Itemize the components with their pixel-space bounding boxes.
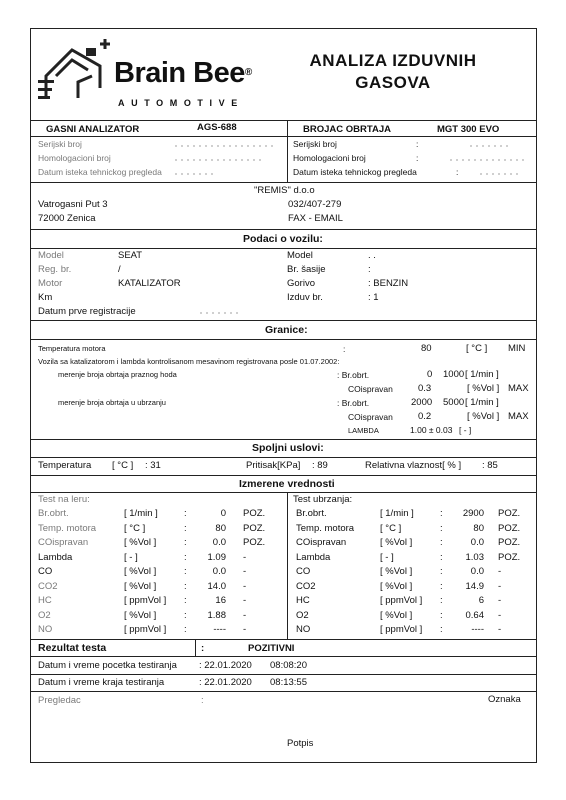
page-title: ANALIZA IZDUVNIH GASOVA	[309, 51, 477, 92]
idle-row-unit: [ ppmVol ]	[124, 624, 167, 635]
limit-fast-label: merenje broja obrtaja u ubrzanju	[58, 398, 166, 407]
idle-row-status: -	[243, 609, 247, 621]
idle-row-name: Br.obrt.	[38, 508, 69, 519]
rpm-counter-label: BROJAC OBRTAJA	[303, 124, 391, 135]
limit-fast-co-unit: [ %Vol ]	[467, 411, 500, 422]
colon: :	[184, 537, 187, 548]
fast-row-status: POZ.	[498, 508, 521, 519]
colon: :	[184, 551, 187, 563]
idle-row-unit: [ %Vol ]	[124, 609, 157, 621]
idle-row-status: -	[243, 580, 247, 592]
idle-row-unit: [ %Vol ]	[124, 537, 157, 548]
limits-header: Granice:	[265, 324, 308, 336]
idle-row-value: 0	[220, 508, 226, 519]
fast-row-name: CO	[296, 566, 311, 577]
fast-row-value: 2900	[462, 508, 484, 519]
colon: :	[184, 624, 187, 635]
vehicle-right-label: Br. šasije	[287, 264, 326, 275]
colon: :	[201, 643, 205, 654]
colon: :	[184, 580, 187, 592]
idle-row-name: Lambda	[38, 551, 73, 563]
fast-row-value: ----	[471, 624, 484, 635]
mark-label: Oznaka	[488, 694, 521, 705]
fast-row-name: Br.obrt.	[296, 508, 327, 519]
idle-row-name: Temp. motora	[38, 522, 97, 534]
idle-row-name: COispravan	[38, 537, 89, 548]
inspector-label: Pregledac	[38, 695, 81, 706]
start-date: : 22.01.2020	[199, 660, 252, 671]
idle-row-unit: [ %Vol ]	[124, 566, 157, 577]
vehicle-left-value: /	[118, 264, 121, 275]
vehicle-left-value: KATALIZATOR	[118, 278, 181, 289]
colon: :	[440, 537, 443, 548]
idle-row-value: 0.0	[212, 537, 226, 548]
end-time-label: Datum i vreme kraja testiranja	[38, 677, 165, 688]
fast-row-name: O2	[296, 609, 309, 621]
limit-idle-co-value: 0.3	[418, 383, 432, 394]
fast-row-status: POZ.	[498, 522, 521, 534]
fast-row-status: -	[498, 609, 502, 621]
idle-row-status: POZ.	[243, 522, 266, 534]
idle-row-status: -	[243, 566, 247, 577]
rpm-homolog-label: Homologacioni broj	[293, 153, 366, 163]
idle-row-unit: [ ppmVol ]	[124, 595, 167, 606]
idle-row-value: 1.88	[207, 609, 226, 621]
fast-row-status: -	[498, 595, 502, 606]
fast-row-name: Lambda	[296, 551, 331, 563]
external-temp-label: Temperatura	[38, 460, 92, 471]
fast-row-unit: [ %Vol ]	[380, 580, 413, 592]
colon: :	[440, 566, 443, 577]
rpm-counter-model: MGT 300 EVO	[437, 124, 500, 135]
colon: :	[456, 167, 459, 177]
external-humidity-label: Relativna vlaznost[ % ]	[365, 460, 462, 471]
limit-intro: Vozila sa katalizatorom i lambda kontrolisanom mesavinom registrovana posle 01.07.2002:	[38, 357, 340, 366]
idle-row-name: CO2	[38, 580, 58, 592]
analyzer-homolog-label: Homologacioni broj	[38, 153, 111, 163]
colon: :	[440, 508, 443, 519]
company-name: "REMIS" d.o.o	[254, 185, 315, 196]
colon: :	[416, 139, 419, 149]
limit-engine-temp-suffix: MIN	[508, 343, 526, 354]
colon: :	[416, 153, 419, 163]
analyzer-label: GASNI ANALIZATOR	[46, 124, 140, 135]
start-time-label: Datum i vreme pocetka testiranja	[38, 660, 177, 671]
vehicle-right-value: : BENZIN	[368, 278, 409, 289]
end-date: : 22.01.2020	[199, 677, 252, 688]
vehicle-header: Podaci o vozilu:	[243, 233, 323, 245]
idle-row-name: HC	[38, 595, 52, 606]
idle-row-value: 0.0	[212, 566, 226, 577]
fast-row-unit: [ ppmVol ]	[380, 595, 423, 606]
colon: :	[201, 695, 204, 706]
rpm-calib-label: Datum isteka tehnickog pregleda	[293, 167, 417, 177]
limit-lambda-label: LAMBDA	[348, 426, 379, 435]
vehicle-left-value: SEAT	[118, 250, 143, 261]
limit-idle-rpm-unit: [ 1/min ]	[465, 369, 499, 380]
fast-row-unit: [ %Vol ]	[380, 566, 413, 577]
fast-row-status: POZ.	[498, 537, 521, 548]
idle-row-status: -	[243, 595, 247, 606]
company-phone: 032/407-279	[288, 199, 342, 210]
limit-lambda-value: 1.00 ± 0.03	[410, 425, 453, 435]
limit-idle-co-suffix: MAX	[508, 383, 529, 394]
rpm-serial-label: Serijski broj	[293, 139, 337, 149]
idle-row-value: 16	[215, 595, 226, 606]
fast-row-value: 0.0	[470, 566, 484, 577]
first-registration-label: Datum prve registracije	[38, 306, 136, 317]
vehicle-left-label: Km	[38, 292, 53, 303]
colon: :	[440, 580, 443, 592]
fast-row-value: 80	[473, 522, 484, 534]
colon: :	[440, 609, 443, 621]
measured-header: Izmerene vrednosti	[239, 478, 335, 490]
limit-fast-rpm-min: 2000	[411, 397, 433, 408]
colon: :	[184, 595, 187, 606]
start-time: 08:08:20	[270, 660, 307, 671]
fast-row-status: -	[498, 580, 502, 592]
idle-row-status: POZ.	[243, 537, 266, 548]
limit-engine-temp-value: 80	[421, 343, 432, 354]
idle-row-name: CO	[38, 566, 53, 577]
fast-row-name: CO2	[296, 580, 316, 592]
idle-row-value: 14.0	[207, 580, 226, 592]
vehicle-right-value: . .	[368, 250, 376, 261]
fast-row-name: HC	[296, 595, 310, 606]
idle-row-value: 80	[215, 522, 226, 534]
fast-row-value: 14.9	[465, 580, 484, 592]
vehicle-left-label: Reg. br.	[38, 264, 72, 275]
limit-engine-temp-unit: [ °C ]	[466, 343, 488, 354]
fast-row-unit: [ %Vol ]	[380, 609, 413, 621]
limit-idle-rpm-max: 1000	[443, 369, 465, 380]
fast-row-name: NO	[296, 624, 311, 635]
fast-row-unit: [ °C ]	[380, 522, 402, 534]
signature-label: Potpis	[287, 738, 314, 749]
colon: :	[440, 551, 443, 563]
analyzer-model: AGS-688	[197, 122, 237, 133]
colon: :	[440, 595, 443, 606]
limit-idle-rpm-label: : Br.obrt.	[337, 370, 370, 380]
fast-row-status: POZ.	[498, 551, 521, 563]
vehicle-right-label: Model	[287, 250, 313, 261]
fast-test-title: Test ubrzanja:	[293, 494, 353, 505]
result-label: Rezultat testa	[38, 642, 107, 654]
idle-row-unit: [ - ]	[124, 551, 138, 563]
fast-row-unit: [ ppmVol ]	[380, 624, 423, 635]
idle-row-name: NO	[38, 624, 53, 635]
colon: :	[184, 566, 187, 577]
limit-fast-rpm-max: 5000	[443, 397, 465, 408]
vehicle-right-label: Izduv br.	[287, 292, 323, 303]
limit-fast-rpm-label: : Br.obrt.	[337, 398, 370, 408]
fast-row-name: Temp. motora	[296, 522, 355, 534]
brand-sub: AUTOMOTIVE	[118, 98, 244, 108]
idle-row-status: -	[243, 624, 247, 635]
brainbee-logo-icon	[38, 36, 116, 108]
fast-row-status: -	[498, 566, 502, 577]
fast-row-value: 0.0	[470, 537, 484, 548]
company-city: 72000 Zenica	[38, 213, 96, 224]
colon: :	[184, 522, 187, 534]
analyzer-serial-label: Serijski broj	[38, 139, 82, 149]
limit-fast-co-value: 0.2	[418, 411, 432, 422]
external-temp-value: : 31	[145, 460, 161, 471]
limit-engine-temp-label: Temperatura motora	[38, 344, 106, 353]
idle-row-name: O2	[38, 609, 51, 621]
vehicle-left-label: Motor	[38, 278, 63, 289]
fast-row-unit: [ %Vol ]	[380, 537, 413, 548]
idle-row-value: 1.09	[207, 551, 226, 563]
fast-row-name: COispravan	[296, 537, 347, 548]
limit-fast-co-label: COispravan	[348, 412, 393, 422]
idle-row-status: -	[243, 551, 247, 563]
colon: :	[343, 344, 346, 354]
limit-fast-co-suffix: MAX	[508, 411, 529, 422]
external-header: Spoljni uslovi:	[252, 442, 324, 454]
end-time: 08:13:55	[270, 677, 307, 688]
external-humidity-value: : 85	[482, 460, 498, 471]
limit-idle-label: merenje broja obrtaja praznog hoda	[58, 370, 177, 379]
colon: :	[184, 609, 187, 621]
fast-row-value: 6	[478, 595, 484, 606]
idle-row-unit: [ %Vol ]	[124, 580, 157, 592]
limit-idle-co-unit: [ %Vol ]	[467, 383, 500, 394]
idle-test-title: Test na leru:	[38, 494, 90, 505]
company-fax: FAX - EMAIL	[288, 213, 343, 224]
fast-row-unit: [ - ]	[380, 551, 394, 563]
fast-row-value: 1.03	[465, 551, 484, 563]
analyzer-calib-label: Datum isteka tehnickog pregleda	[38, 167, 162, 177]
brand-name: Brain Bee®	[114, 57, 252, 89]
idle-row-value: ----	[213, 624, 226, 635]
vehicle-right-label: Gorivo	[287, 278, 315, 289]
external-temp-unit: [ °C ]	[112, 460, 134, 471]
colon: :	[440, 522, 443, 534]
fast-row-unit: [ 1/min ]	[380, 508, 414, 519]
limit-fast-rpm-unit: [ 1/min ]	[465, 397, 499, 408]
external-press-label: Pritisak[KPa]	[246, 460, 301, 471]
idle-row-unit: [ °C ]	[124, 522, 146, 534]
colon: :	[184, 508, 187, 519]
colon: :	[440, 624, 443, 635]
vehicle-right-value: : 1	[368, 292, 379, 303]
limit-idle-rpm-min: 0	[427, 369, 433, 380]
vehicle-right-value: :	[368, 264, 371, 275]
fast-row-status: -	[498, 624, 502, 635]
idle-row-status: POZ.	[243, 508, 266, 519]
vehicle-left-label: Model	[38, 250, 64, 261]
fast-row-value: 0.64	[465, 609, 484, 621]
limit-lambda-unit: [ - ]	[459, 425, 472, 435]
company-street: Vatrogasni Put 3	[38, 199, 108, 210]
limit-idle-co-label: COispravan	[348, 384, 393, 394]
result-value: POZITIVNI	[248, 643, 295, 654]
idle-row-unit: [ 1/min ]	[124, 508, 158, 519]
external-press-value: : 89	[312, 460, 328, 471]
